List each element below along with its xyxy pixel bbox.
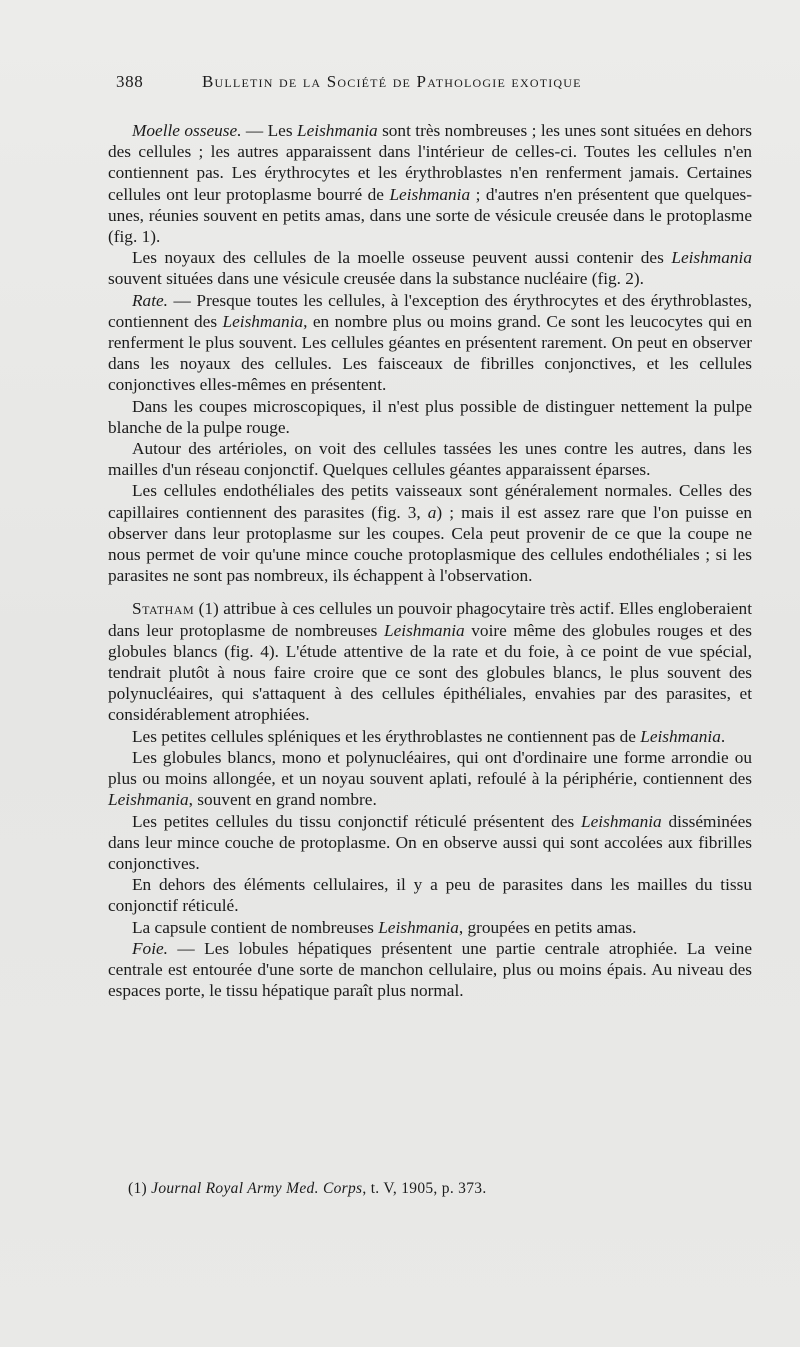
- article-body: [108, 120, 752, 1001]
- paragraph: [108, 396, 752, 438]
- paragraph: [108, 120, 752, 247]
- paragraph: [108, 290, 752, 396]
- italic-text: Leishmania: [378, 917, 459, 937]
- italic-text: Foie.: [132, 938, 168, 958]
- running-header: [116, 72, 756, 92]
- italic-text: Leishmania: [581, 811, 662, 831]
- text-run: — Les: [241, 121, 297, 140]
- italic-text: Leishmania: [222, 311, 304, 331]
- paragraph: [108, 438, 752, 480]
- paragraph: [108, 726, 752, 747]
- text-run: Les petites cellules du tissu conjonctif réticulé présentent des: [132, 811, 582, 831]
- paragraph: [108, 480, 752, 586]
- text-run: En dehors des éléments cellulaires, il y a peu de parasites dans les mailles du tissu conjonctif réticulé.: [108, 875, 752, 916]
- text-run: — Les lobules hépatiques présentent une partie centrale atrophiée. La veine centrale est entourée d'une sorte de manchon cellulaire, plus ou moins épais. Au niveau des espaces porte, le tissu hépatique paraît plus normal.: [108, 938, 752, 1001]
- text-run: Les petites cellules spléniques et les érythroblastes ne contiennent pas de: [132, 726, 641, 746]
- running-title: Bulletin de la Société de Pathologie exotique: [202, 72, 582, 91]
- italic-text: Leishmania: [640, 726, 721, 746]
- italic-text: Leishmania: [384, 620, 465, 640]
- italic-text: Leishmania: [389, 184, 471, 204]
- paragraph: [108, 811, 752, 875]
- text-run: (1): [128, 1180, 152, 1197]
- text-run: disséminées dans leur mince couche de protoplasme. On en observe aussi qui sont accolées aux fibrilles conjonctives.: [108, 811, 752, 873]
- text-run: , groupées en petits amas.: [458, 917, 637, 937]
- page-number: 388: [116, 72, 144, 91]
- text-run: ) ; mais il est assez rare que l'on puisse en observer dans leur protoplasme sur les coupes. Cela peut provenir de ce que la coupe ne nous permet de voir qu'une mince couche protoplasmique des cellules endothéliales ; si les parasites ne sont pas nombreux, ils échappent à l'observation.: [108, 502, 753, 586]
- paragraph: [108, 917, 752, 938]
- italic-text: Rate.: [132, 290, 168, 310]
- paragraph: [108, 598, 752, 725]
- text-run: ; d'autres n'en présentent que quelques-unes, réunies souvent en petits amas, dans une sorte de vésicule creusée dans le protoplasme (fig. 1).: [108, 184, 752, 247]
- paragraph: [108, 247, 752, 289]
- italic-text: Leishmania: [297, 121, 378, 140]
- paragraph: [108, 938, 752, 1002]
- text-run: (1) attribue à ces cellules un pouvoir phagocytaire très actif. Elles engloberaient dans leur protoplasme de nombreuses: [108, 599, 752, 640]
- footnote: [128, 1180, 748, 1198]
- italic-text: Moelle osseuse.: [132, 121, 242, 140]
- text-run: Les noyaux des cellules de la moelle osseuse peuvent aussi contenir des: [132, 248, 672, 268]
- paragraph: [108, 747, 752, 811]
- text-run: Dans les coupes microscopiques, il n'est plus possible de distinguer nettement la pulpe blanche de la pulpe rouge.: [108, 396, 752, 437]
- text-run: Les cellules endothéliales des petits vaisseaux sont généralement normales. Celles des capillaires contiennent des parasites (fig. 3,: [108, 481, 752, 522]
- text-run: Autour des artérioles, on voit des cellules tassées les unes contre les autres, dans les mailles d'un réseau conjonctif. Quelques cellules géantes apparaissent éparses.: [108, 439, 752, 480]
- text-run: , souvent en grand nombre.: [188, 790, 377, 810]
- italic-text: Leishmania: [108, 790, 189, 810]
- text-run: .: [720, 726, 726, 746]
- text-run: Les globules blancs, mono et polynucléaires, qui ont d'ordinaire une forme arrondie ou plus ou moins allongée, et un noyau souvent aplati, refoulé à la périphérie, contiennent des: [108, 747, 752, 789]
- paragraph: [108, 874, 752, 916]
- italic-text: a: [427, 502, 437, 522]
- author-name: Statham: [132, 599, 195, 619]
- text-run: , en nombre plus ou moins grand. Ce sont les leucocytes qui en renferment le plus souvent. Les cellules géantes en présentent rarement. On peut en observer dans les noyaux des cellules. Les faisceaux de fibrilles conjonctives, et les cellules conjonctives elles-mêmes en présentent.: [108, 311, 753, 395]
- text-run: sont très nombreuses ; les unes sont situées en dehors des cellules ; les autres apparaissent dans l'intérieur de celles-ci. Toutes les cellules n'en contiennent pas. Les érythrocytes et les érythroblastes n'en renferment jamais. Certaines cellules ont leur protoplasme bourré de: [108, 121, 752, 204]
- text-run: voire même des globules rouges et des globules blancs (fig. 4). L'étude attentive de la rate et du foie, à ce point de vue spécial, tendrait plutôt à nous faire croire que ce sont des globules blancs, le plus souvent des polynucléaires, qui s'attaquent à des cellules épithéliales, envahies par des parasites, et considérablement atrophiées.: [108, 620, 752, 725]
- text-run: , t. V, 1905, p. 373.: [362, 1180, 487, 1197]
- text-run: souvent situées dans une vésicule creusée dans la substance nucléaire (fig. 2).: [108, 269, 645, 289]
- italic-text: Leishmania: [671, 248, 752, 268]
- text-run: La capsule contient de nombreuses: [132, 917, 379, 937]
- text-run: — Presque toutes les cellules, à l'exception des érythrocytes et des érythroblastes, contiennent des: [108, 290, 752, 331]
- italic-text: Journal Royal Army Med. Corps: [151, 1180, 363, 1197]
